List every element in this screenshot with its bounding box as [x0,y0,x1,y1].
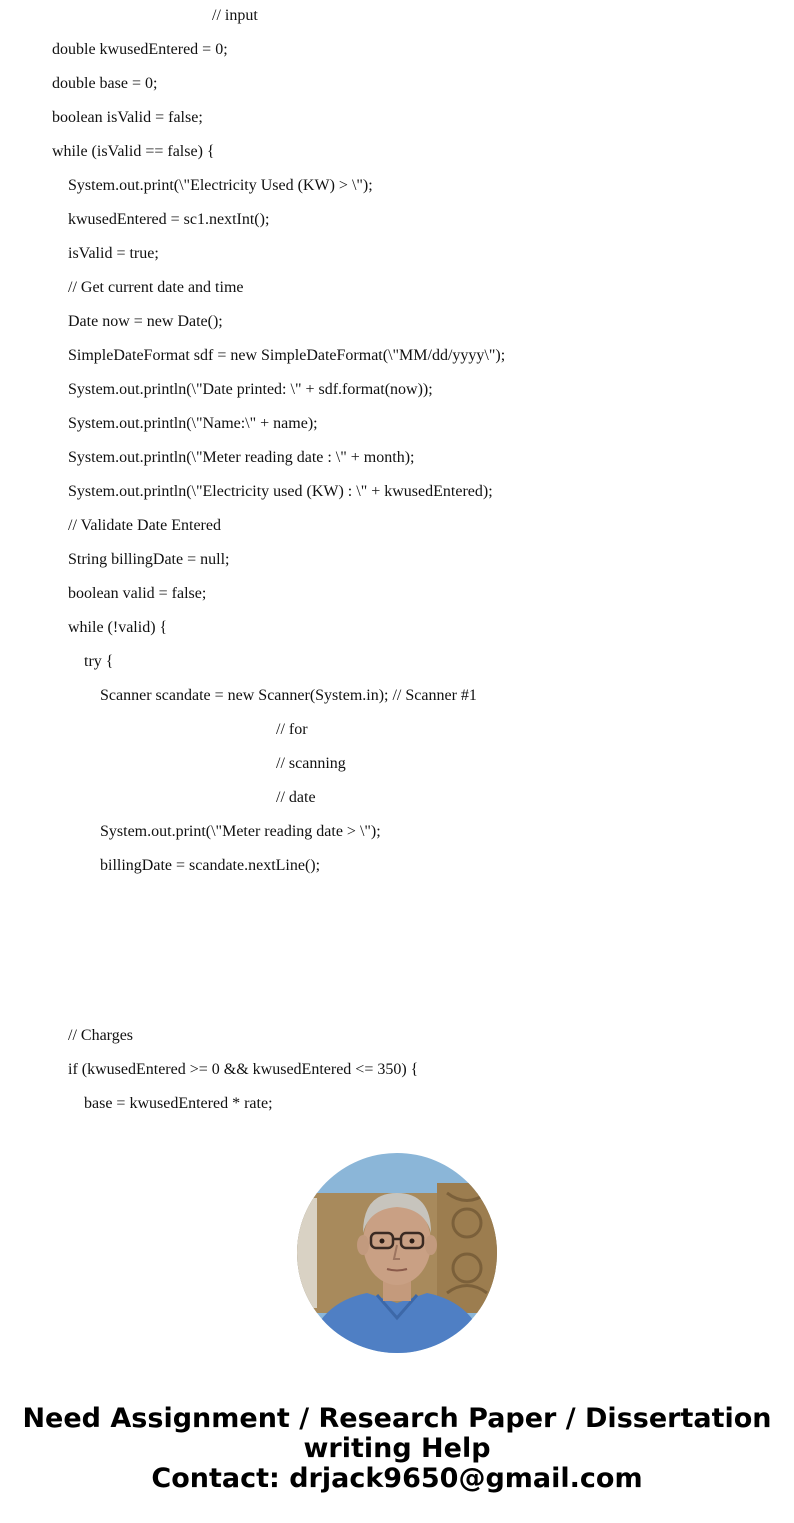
code-line: isValid = true; [68,245,159,262]
promo-subheadline: writing Help [303,1433,491,1464]
promo-contact: Contact: drjack9650@gmail.com [151,1463,643,1494]
code-line: // Charges [68,1027,134,1044]
code-line: System.out.println(\"Meter reading date : \" + month); [68,449,415,466]
code-line: double base = 0; [52,75,158,92]
code-line: // date [276,789,316,806]
code-line: boolean valid = false; [68,585,207,602]
author-avatar [297,1153,497,1353]
code-line: kwusedEntered = sc1.nextInt(); [68,211,270,228]
code-line: System.out.print(\"Electricity Used (KW) > \"); [68,177,373,194]
code-line: Date now = new Date(); [68,313,223,330]
code-line: Scanner scandate = new Scanner(System.in); // Scanner #1 [100,687,477,704]
code-line: boolean isValid = false; [52,109,203,126]
code-line: billingDate = scandate.nextLine(); [100,857,321,874]
code-line: double kwusedEntered = 0; [52,41,228,58]
code-line: // Get current date and time [68,279,244,296]
code-line: if (kwusedEntered >= 0 && kwusedEntered <= 350) { [68,1061,419,1078]
code-line: System.out.println(\"Electricity used (KW) : \" + kwusedEntered); [68,483,493,500]
promo-headline: Need Assignment / Research Paper / Dissertation [22,1403,772,1434]
code-line: System.out.println(\"Name:\" + name); [68,415,318,432]
code-line: String billingDate = null; [68,551,230,568]
code-line: while (!valid) { [68,619,168,636]
code-line: SimpleDateFormat sdf = new SimpleDateFormat(\"MM/dd/yyyy\"); [68,347,506,364]
author-portrait-illustration [297,1153,497,1353]
code-line: // for [276,721,308,738]
code-line: // input [212,7,258,24]
code-line: System.out.print(\"Meter reading date > \"); [100,823,381,840]
code-line: // Validate Date Entered [68,517,221,534]
code-line: base = kwusedEntered * rate; [84,1095,273,1112]
code-line: try { [84,653,114,670]
code-line: // scanning [276,755,346,772]
code-line: while (isValid == false) { [52,143,215,160]
code-line: System.out.println(\"Date printed: \" + sdf.format(now)); [68,381,433,398]
